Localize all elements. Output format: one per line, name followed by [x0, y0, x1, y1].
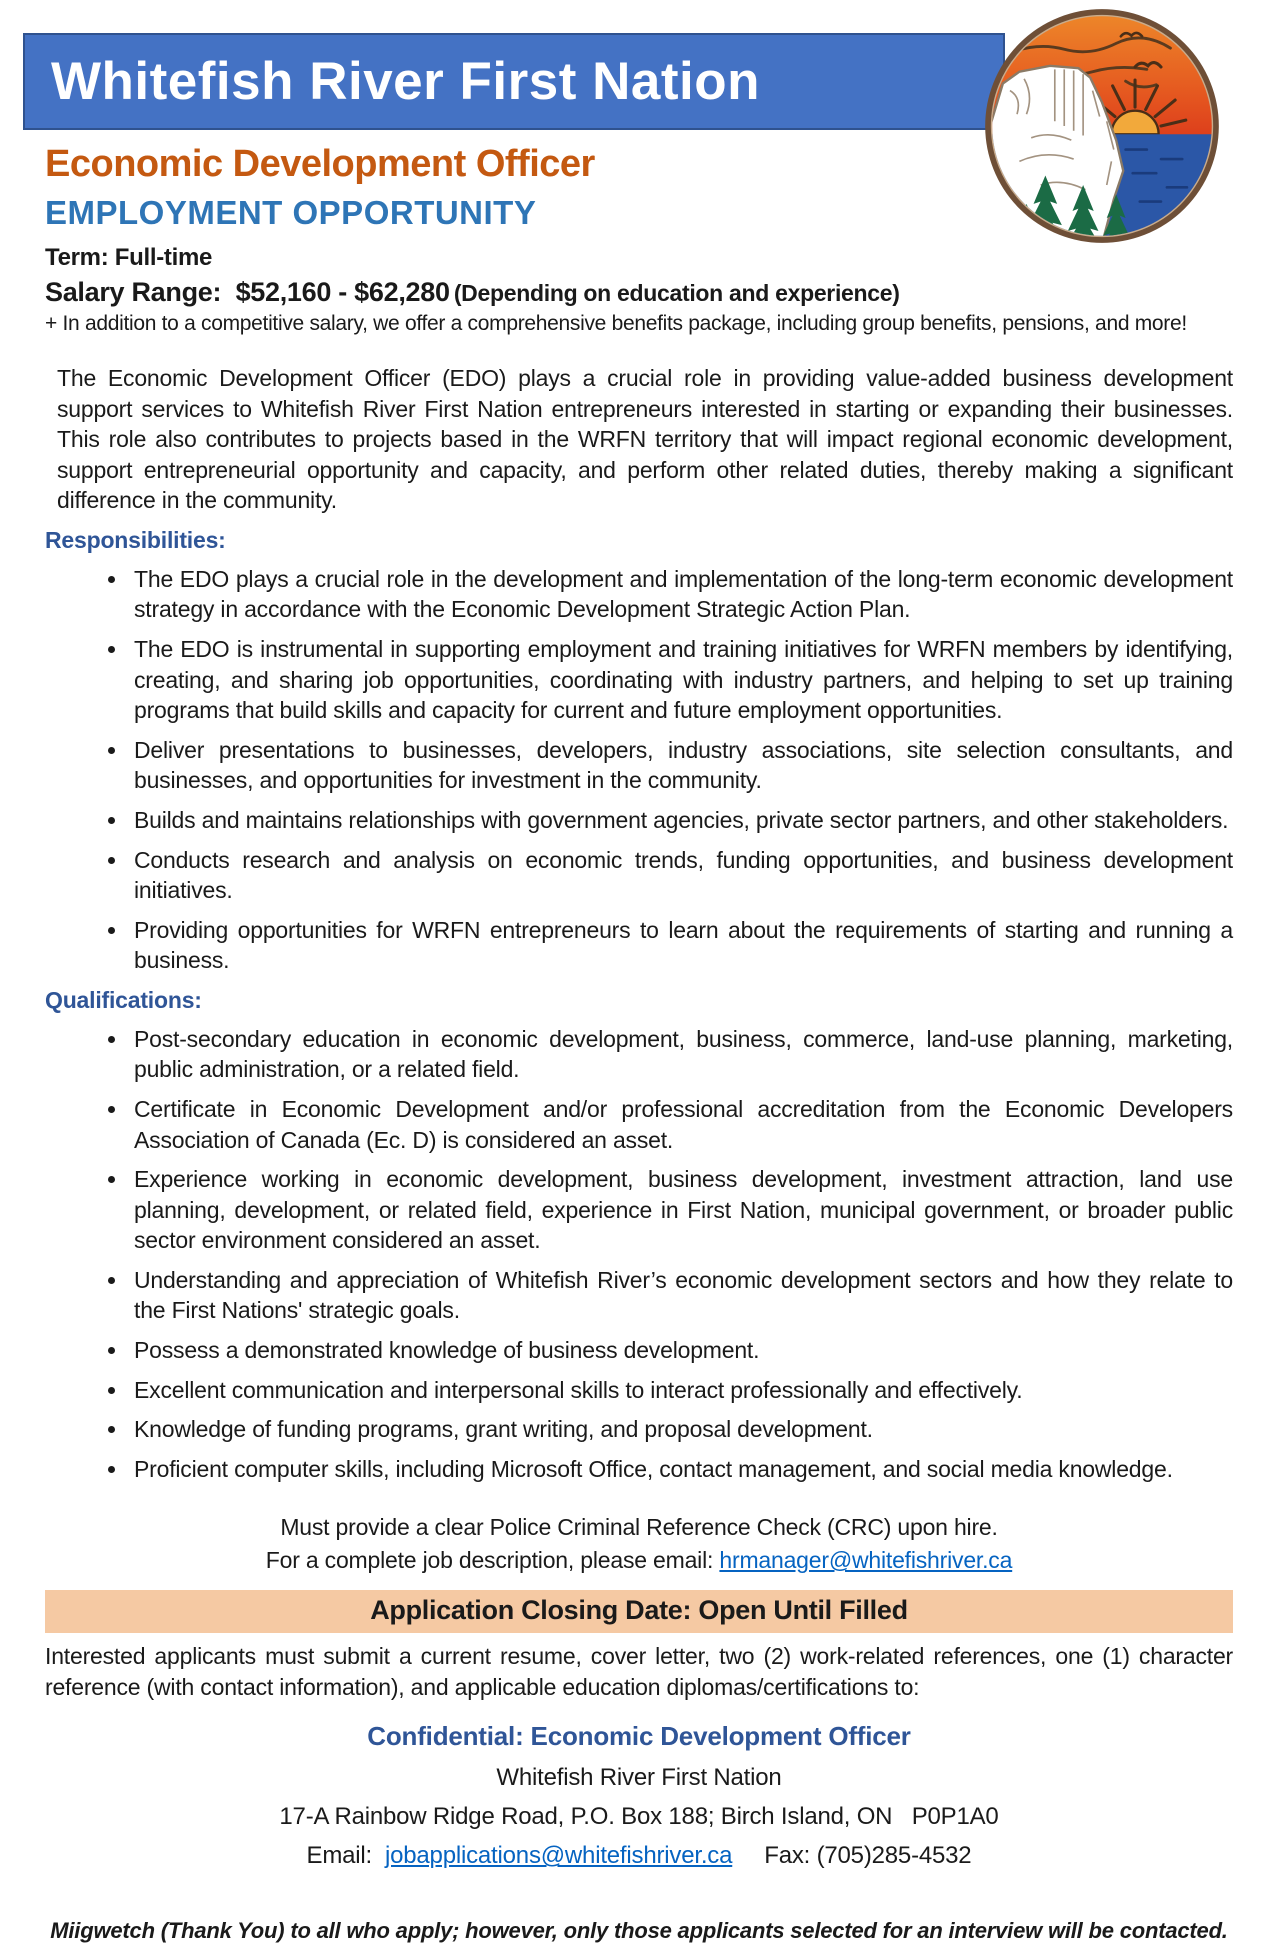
- responsibility-item: • The EDO is instrumental in supporting employment and training initiatives for WRFN members by identifying, creating, and sharing job opportunities, coordinating with industry partners, and helping to set up training programs that build skills and capacity for current and future employment opportunities.: [129, 634, 1233, 726]
- job-title: Economic Development Officer: [45, 143, 595, 185]
- qualification-item: • Knowledge of funding programs, grant writing, and proposal development.: [129, 1414, 1233, 1445]
- email-label: Email:: [306, 1842, 385, 1870]
- organization-name: Whitefish River First Nation: [496, 1764, 782, 1792]
- qualification-item: • Excellent communication and interpersonal skills to interact professionally and effectively.: [129, 1375, 1233, 1406]
- hrmanager-email-link[interactable]: hrmanager@whitefishriver.ca: [719, 1547, 1013, 1574]
- closing-date-banner: Application Closing Date: Open Until Filled: [45, 1590, 1233, 1633]
- document-body: [45, 137, 1233, 1944]
- responsibility-item: • Providing opportunities for WRFN entrepreneurs to learn about the requirements of starting and running a business.: [129, 915, 1233, 976]
- responsibilities-heading: Responsibilities:: [45, 526, 226, 553]
- mailing-address: 17-A Rainbow Ridge Road, P.O. Box 188; Birch Island, ON P0P1A0: [279, 1803, 999, 1831]
- qualification-item: • Possess a demonstrated knowledge of business development.: [129, 1335, 1233, 1366]
- responsibility-item: • Deliver presentations to businesses, developers, industry associations, site selection consultants, and businesses, and opportunities for investment in the community.: [129, 735, 1233, 796]
- fax-number: Fax: (705)285-4532: [764, 1842, 972, 1870]
- responsibility-item: • Conducts research and analysis on economic trends, funding opportunities, and business development initiatives.: [129, 845, 1233, 906]
- salary-line: [45, 277, 1233, 308]
- job-description-note: [45, 1547, 1233, 1574]
- crc-note: Must provide a clear Police Criminal Reference Check (CRC) upon hire.: [280, 1514, 998, 1541]
- qualifications-heading: Qualifications:: [45, 986, 202, 1013]
- salary-note: (Depending on education and experience): [453, 280, 900, 306]
- intro-paragraph: The Economic Development Officer (EDO) plays a crucial role in providing value-added business development support services to Whitefish River First Nation entrepreneurs interested in starting or expanding their businesses. This role also contributes to projects based in the WRFN territory that will impact regional economic development, support entrepreneurial opportunity and capacity, and perform other related duties, thereby making a significant difference in the community.: [57, 365, 1233, 514]
- header-banner: [23, 33, 1005, 130]
- responsibility-item: • Builds and maintains relationships with government agencies, private sector partners, and other stakeholders.: [129, 805, 1233, 836]
- application-instructions: Interested applicants must submit a current resume, cover letter, two (2) work-related references, one (1) character reference (with contact information), and applicable education diplomas/certifications to:: [45, 1643, 1233, 1701]
- qualification-item: • Experience working in economic development, business development, investment attraction, land use planning, development, or related field, experience in First Nation, municipal government, or broader public sector environment considered an asset.: [129, 1164, 1233, 1256]
- qualification-item: • Understanding and appreciation of Whitefish River’s economic development sectors and how they relate to the First Nations' strategic goals.: [129, 1265, 1233, 1326]
- responsibility-item: • The EDO plays a crucial role in the development and implementation of the long-term economic development strategy in accordance with the Economic Development Strategic Action Plan.: [129, 564, 1233, 625]
- qualification-item: • Post-secondary education in economic development, business, commerce, land-use planning, marketing, public administration, or a related field.: [129, 1024, 1233, 1085]
- benefits-note: + In addition to a competitive salary, we offer a comprehensive benefits package, including group benefits, pensions, and more!: [45, 312, 1187, 335]
- qualification-item: • Certificate in Economic Development and/or professional accreditation from the Economic Developers Association of Canada (Ec. D) is considered an asset.: [129, 1094, 1233, 1155]
- page-title: Whitefish River First Nation: [51, 52, 760, 111]
- job-description-prefix: For a complete job description, please email:: [265, 1547, 720, 1574]
- qualification-item: • Proficient computer skills, including Microsoft Office, contact management, and social media knowledge.: [129, 1454, 1233, 1485]
- jobapplications-email-link[interactable]: jobapplications@whitefishriver.ca: [384, 1842, 733, 1870]
- qualifications-list: [45, 1024, 1233, 1485]
- footer-note: Miigwetch (Thank You) to all who apply; however, only those applicants selected for an interview will be contacted.: [50, 1918, 1228, 1944]
- term-line: Term: Full-time: [45, 244, 213, 271]
- responsibilities-list: [45, 564, 1233, 976]
- employment-opportunity-heading: EMPLOYMENT OPPORTUNITY: [45, 194, 537, 231]
- contact-line: [45, 1842, 1233, 1870]
- salary-range: Salary Range: $52,160 - $62,280: [45, 277, 450, 307]
- confidential-line: Confidential: Economic Development Officer: [367, 1721, 911, 1752]
